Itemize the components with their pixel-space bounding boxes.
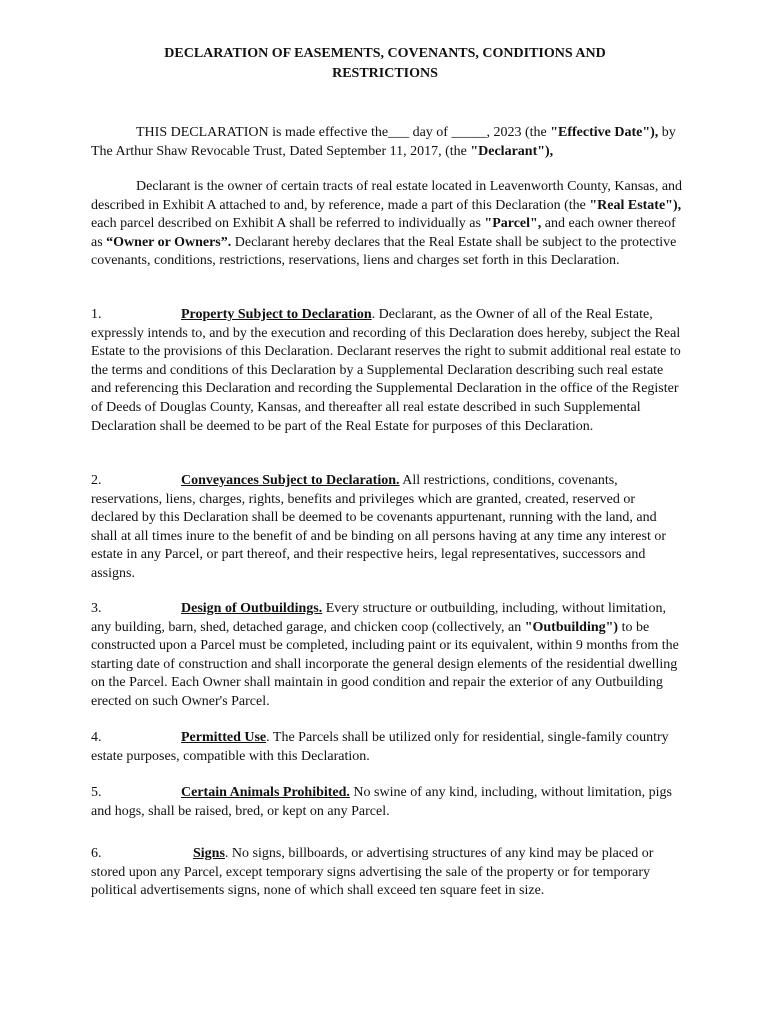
section-text-2: to be constructed upon a Parcel must be completed, including paint or its equivalent, within 9 months from the starting date of construction and shall incorporate the general design elements of the residential dwelling on the Parcel. Each Owner shall maintain in good condition and repair the exterior of any Outbuilding erected on such Owner's Parcel. [91,619,679,709]
section-heading: Design of Outbuildings. [181,601,323,616]
section-number: 5. [91,785,102,800]
section-text: . Declarant, as the Owner of all of the Real Estate, expressly intends to, and by the execution and recording of this Declaration does hereby, subject the Real Estate to the provisions of this Declaration. Declarant reserves the right to submit additional real estate to the terms and conditions of this Declaration by a Supplemental Declaration describing such real estate and referencing this Declaration and recording the Supplemental Declaration in the office of the Register of Deeds of Douglas County, Kansas, and thereafter all real estate described in such Supplemental Declaration shall be deemed to be part of the Real Estate for purposes of this Declaration. [91,307,681,434]
section-number: 2. [91,473,102,488]
section-number: 1. [91,307,102,322]
section-text: No swine of any kind, including, without limitation, pigs and hogs, shall be raised, bred, or kept on any Parcel. [91,785,672,819]
section-text: All restrictions, conditions, covenants, reservations, liens, charges, rights, benefits and privileges which are granted, created, reserved or declared by this Declaration shall be deemed to be covenants appurtenant, running with the land, and shall at all times inure to the benefit of and be binding on all persons having at any time any interest or estate in any Parcel, or part thereof, and their respective heirs, legal representatives, successors and assigns. [91,473,667,581]
declarant-bold-owners: “Owner or Owners”. [106,234,232,250]
title-line-2: RESTRICTIONS [332,66,438,81]
declarant-text-1: Declarant is the owner of certain tracts of real estate located in Leavenworth County, Kansas, and described in Exhibit A attached to and, by reference, made a part of this Declaration (the [91,179,683,213]
section-heading: Permitted Use [181,730,267,745]
section-number: 4. [91,730,102,745]
intro-bold-declarant: "Declarant"), [470,143,554,159]
declarant-bold-parcel: "Parcel", [484,216,542,232]
section-bold-outbuilding: "Outbuilding") [524,619,619,635]
section-2 [91,472,685,584]
declarant-paragraph [91,178,685,271]
section-text: . The Parcels shall be utilized only for residential, single-family country estate purposes, compatible with this Declaration. [91,730,669,764]
section-heading: Conveyances Subject to Declaration. [181,473,400,488]
section-3 [91,600,685,712]
section-4 [91,729,685,766]
section-1 [91,306,685,436]
declarant-text-3: and each owner thereof as [91,216,676,250]
section-heading: Certain Animals Prohibited. [181,785,350,800]
section-heading: Signs [193,846,225,861]
document-title [120,44,650,84]
section-6 [91,845,685,901]
section-number: 3. [91,601,102,616]
intro-text-1: THIS DECLARATION is made effective the___ day of _____, 2023 (the [136,125,551,140]
intro-paragraph [91,124,685,161]
section-5 [91,784,685,821]
section-text: . No signs, billboards, or advertising structures of any kind may be placed or stored upon any Parcel, except temporary signs advertising the sale of the property or for temporary political advertisements signs, none of which shall exceed ten square feet in size. [91,846,654,899]
declarant-text-2: each parcel described on Exhibit A shall be referred to individually as [91,216,485,232]
declarant-text-4: Declarant hereby declares that the Real Estate shall be subject to the protective covenants, conditions, restrictions, reservations, liens and charges set forth in this Declaration. [91,234,677,269]
section-heading: Property Subject to Declaration [181,307,372,322]
section-text-1: Every structure or outbuilding, including, without limitation, any building, barn, shed, detached garage, and chicken coop (collectively, an [91,601,666,635]
section-number: 6. [91,846,102,861]
intro-bold-effective-date: "Effective Date"), [550,125,659,140]
declarant-bold-real-estate: "Real Estate"), [589,197,682,213]
intro-text-2: by The Arthur Shaw Revocable Trust, Dated September 11, 2017, (the [91,125,676,159]
title-line-1: DECLARATION OF EASEMENTS, COVENANTS, CONDITIONS AND [164,46,606,61]
